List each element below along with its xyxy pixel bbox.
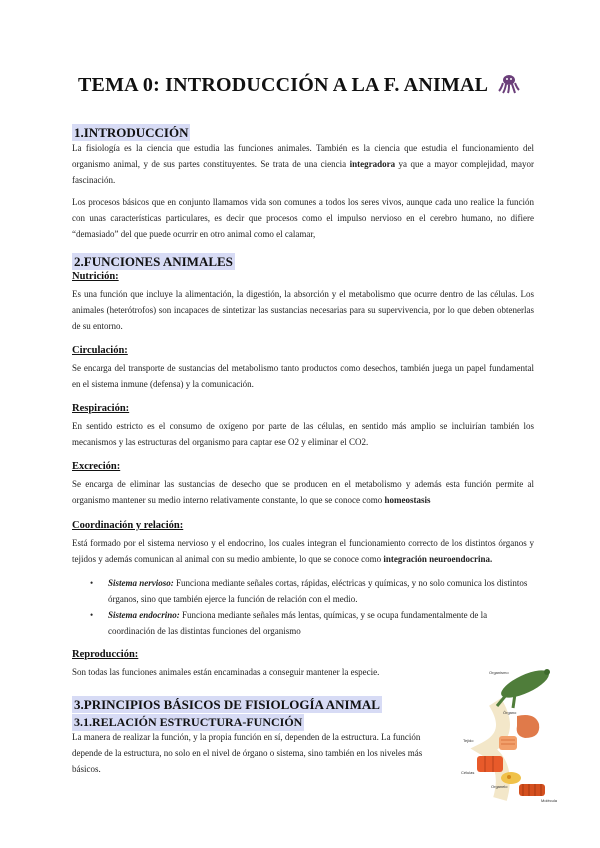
list-item <box>72 575 534 607</box>
organization-levels-figure <box>455 664 565 804</box>
circulacion-text: Se encarga del transporte de sustancias del metabolismo tanto productos como desechos, también juega un papel fundamental en el sistema inmune (defensa) y la comunicación. <box>72 363 534 389</box>
bullet-text: Funciona mediante señales cortas, rápidas, eléctricas y químicas, y no solo comunica los distintos órganos, sino que también ejerce la función de relación con el medio. <box>108 578 528 604</box>
bullet-icon: • <box>90 610 94 620</box>
bullet-text: Funciona mediante señales más lentas, químicas, y se ocupa fundamentalmente de la coordinación de las distintas funciones del organismo <box>108 610 488 636</box>
subheading-coordinacion: Coordinación y relación: <box>72 520 184 531</box>
intro-p1-text-end: ya que a mayor complejidad, mayor fascinación. <box>72 159 534 185</box>
tissue-icon <box>499 736 517 750</box>
excrecion-bold: homeostasis <box>384 495 431 505</box>
section-heading-principios: 3.PRINCIPIOS BÁSICOS DE FISIOLOGÍA ANIMAL <box>74 697 380 712</box>
figure-label-organo: Órgano <box>503 710 517 715</box>
figure-label-tejido: Tejido <box>463 738 474 743</box>
subheading-respiracion: Respiración: <box>72 403 130 414</box>
cells-icon <box>477 756 503 772</box>
page-title <box>78 74 520 100</box>
coordinacion-bold: integración neuroendocrina. <box>383 554 493 564</box>
intro-paragraph-1 <box>72 140 534 188</box>
figure-label-organelo: Organelo <box>491 784 508 789</box>
list-item <box>72 607 534 639</box>
intro-p1-text: La fisiología es la ciencia que estudia las funciones animales. También es la ciencia que estudia el funcionamiento del organismo animal, y de sus partes constituyentes. Se trata de una ciencia <box>72 143 534 169</box>
intro-paragraph-2: Los procesos básicos que en conjunto llamamos vida son comunes a todos los seres vivos, aunque cada uno realice la función con unas características particulares, es decir que procesos como el impulso nervioso en el cerebro humano, no difiere “demasiado” del que puede ocurrir en otro animal como el calamar, <box>72 197 534 239</box>
subsection-heading-estructura-funcion: 3.1.RELACIÓN ESTRUCTURA-FUNCIÓN <box>74 715 303 729</box>
coordinacion-bullet-list <box>72 575 534 639</box>
title-text: TEMA 0: INTRODUCCIÓN A LA F. ANIMAL <box>78 74 488 96</box>
section-heading-funciones: 2.FUNCIONES ANIMALES <box>74 254 233 269</box>
subheading-nutricion: Nutrición: <box>72 271 119 282</box>
octopus-icon <box>498 74 520 100</box>
bullet-term: Sistema nervioso: <box>108 578 174 588</box>
organelle-icon <box>501 772 521 784</box>
coordinacion-text <box>72 535 534 567</box>
figure-label-organismo: Organismo <box>489 670 509 675</box>
subheading-circulacion: Circulación: <box>72 345 128 356</box>
reproduccion-text: Son todas las funciones animales están encaminadas a conseguir mantener la especie. <box>72 667 380 677</box>
figure-label-molecula: Molécula <box>541 798 558 803</box>
stomach-icon <box>517 715 540 738</box>
respiracion-text: En sentido estricto es el consumo de oxígeno por parte de las células, en sentido más amplio se incluirían también los mecanismos y las estructuras del organismo para captar ese O2 y eliminar el CO2. <box>72 421 534 447</box>
subheading-excrecion: Excreción: <box>72 461 121 472</box>
section-heading-introduccion: 1.INTRODUCCIÓN <box>74 125 189 140</box>
excrecion-text <box>72 476 534 508</box>
coordinacion-text-body: Está formado por el sistema nervioso y el endocrino, los cuales integran el funcionamiento correcto de los distintos órganos y tejidos y además comunican al animal con su medio ambiente, lo que se conoce como <box>72 538 534 564</box>
figure-label-celulas: Células <box>461 770 475 775</box>
bullet-term: Sistema endocrino: <box>108 610 180 620</box>
bullet-icon: • <box>90 578 94 588</box>
excrecion-text-body: Se encarga de eliminar las sustancias de desecho que se producen en el metabolismo y además esta función permite al organismo mantener su medio interno relativamente constante, lo que se conoce como <box>72 479 534 505</box>
intro-p1-bold: integradora <box>349 159 396 169</box>
molecule-icon <box>519 784 545 796</box>
principios-text: La manera de realizar la función, y la propia función en sí, dependen de la estructura. La función depende de la estructura, no solo en el nivel de órgano o sistema, sino también en los niveles más básicos. <box>72 732 423 774</box>
nutricion-text: Es una función que incluye la alimentación, la digestión, la absorción y el metabolismo que ocurre dentro de las células. Los animales (heterótrofos) son incapaces de sintetizar las sustancias necesarias para su supervivencia, por lo que deben obtenerlas de su entorno. <box>72 289 534 331</box>
subheading-reproduccion: Reproducción: <box>72 649 139 660</box>
